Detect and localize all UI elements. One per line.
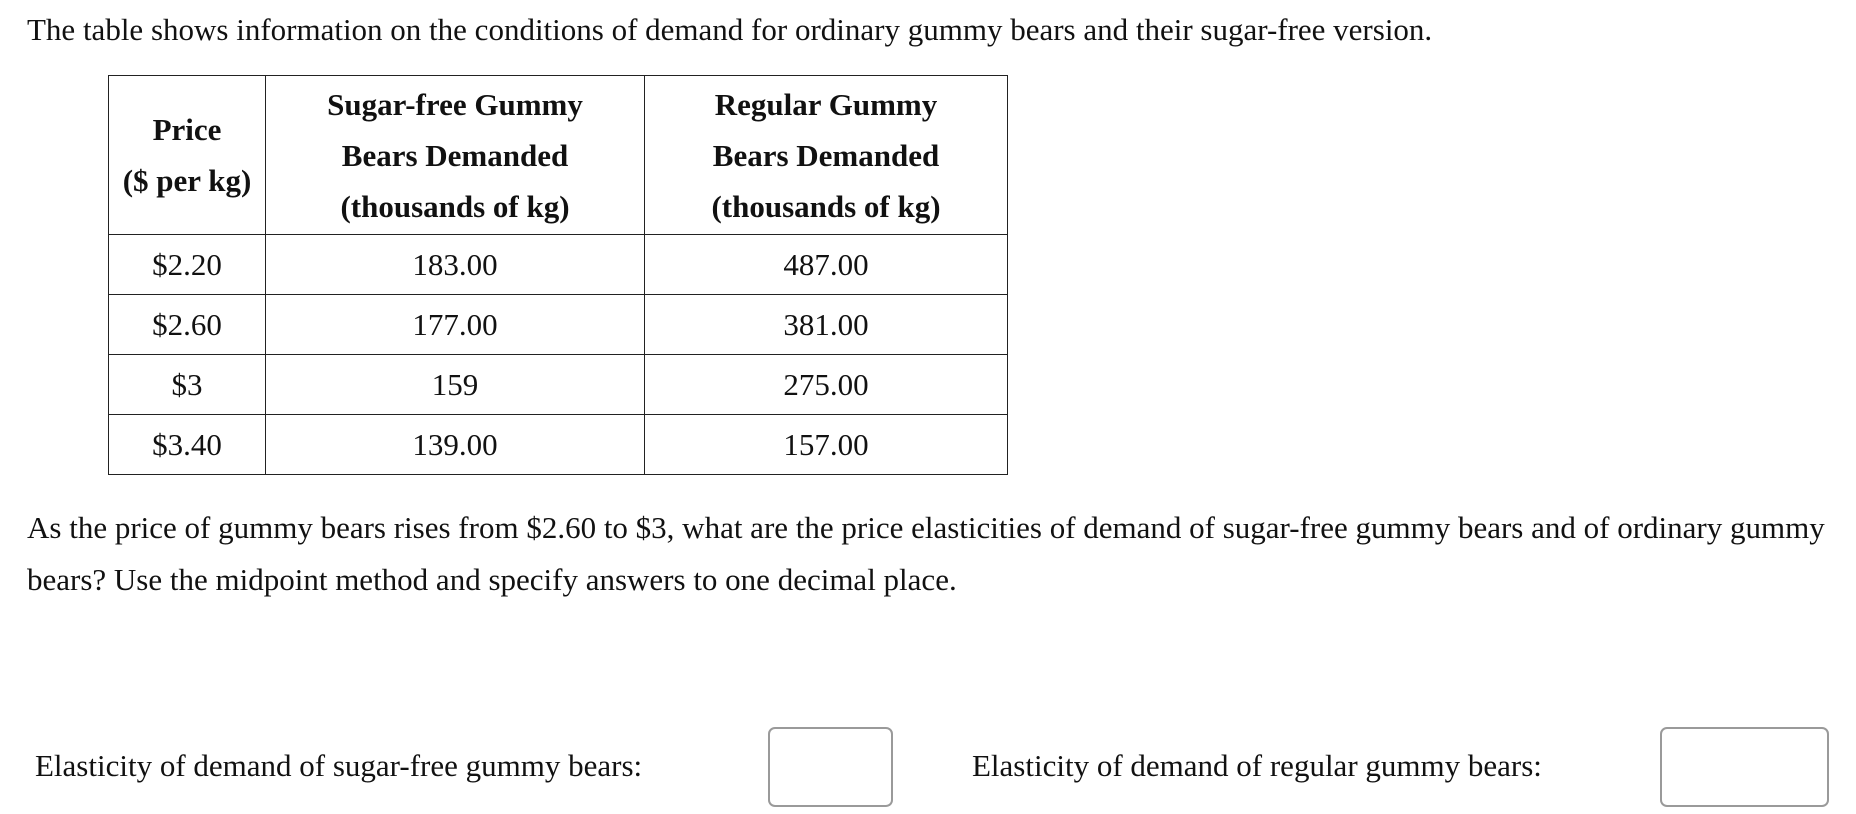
- price-cell: $3: [109, 355, 266, 415]
- sugar-free-elasticity-input[interactable]: [768, 727, 893, 807]
- table-row: [109, 235, 1008, 295]
- regular-elasticity-input[interactable]: [1660, 727, 1829, 807]
- demand-table: [108, 75, 1008, 475]
- header-price-line-1: Price: [152, 112, 222, 147]
- table-row: [109, 415, 1008, 475]
- header-price-line-2: ($ per kg): [122, 163, 252, 198]
- sugar-free-quantity-cell: 177.00: [266, 295, 645, 355]
- regular-quantity-cell: 487.00: [645, 235, 1008, 295]
- regular-quantity-cell: 157.00: [645, 415, 1008, 475]
- header-regular: [645, 76, 1008, 235]
- table-header-row: [109, 76, 1008, 235]
- intro-text: The table shows information on the conditions of demand for ordinary gummy bears and their sugar-free version.: [27, 12, 1433, 47]
- header-regular-line-3: (thousands of kg): [711, 188, 941, 224]
- header-sugar-free-line-2: Bears Demanded: [341, 137, 569, 173]
- header-price: [109, 76, 266, 235]
- sugar-free-quantity-cell: 159: [266, 355, 645, 415]
- table-row: [109, 295, 1008, 355]
- table-row: [109, 355, 1008, 415]
- header-regular-line-2: Bears Demanded: [712, 137, 940, 173]
- header-regular-line-1: Regular Gummy: [714, 86, 938, 122]
- regular-quantity-cell: 381.00: [645, 295, 1008, 355]
- price-cell: $3.40: [109, 415, 266, 475]
- sugar-free-quantity-cell: 139.00: [266, 415, 645, 475]
- sugar-free-elasticity-label: Elasticity of demand of sugar-free gummy bears:: [35, 748, 643, 783]
- regular-elasticity-label: Elasticity of demand of regular gummy bears:: [972, 748, 1542, 783]
- question-text: As the price of gummy bears rises from $2.60 to $3, what are the price elasticities of demand of sugar-free gummy bears and of ordinary gummy bears? Use the midpoint method and specify answers to one decimal place.: [27, 510, 1825, 597]
- header-sugar-free-line-1: Sugar-free Gummy: [327, 86, 583, 122]
- header-sugar-free: [266, 76, 645, 235]
- price-cell: $2.20: [109, 235, 266, 295]
- sugar-free-quantity-cell: 183.00: [266, 235, 645, 295]
- header-sugar-free-line-3: (thousands of kg): [340, 188, 570, 224]
- price-cell: $2.60: [109, 295, 266, 355]
- regular-quantity-cell: 275.00: [645, 355, 1008, 415]
